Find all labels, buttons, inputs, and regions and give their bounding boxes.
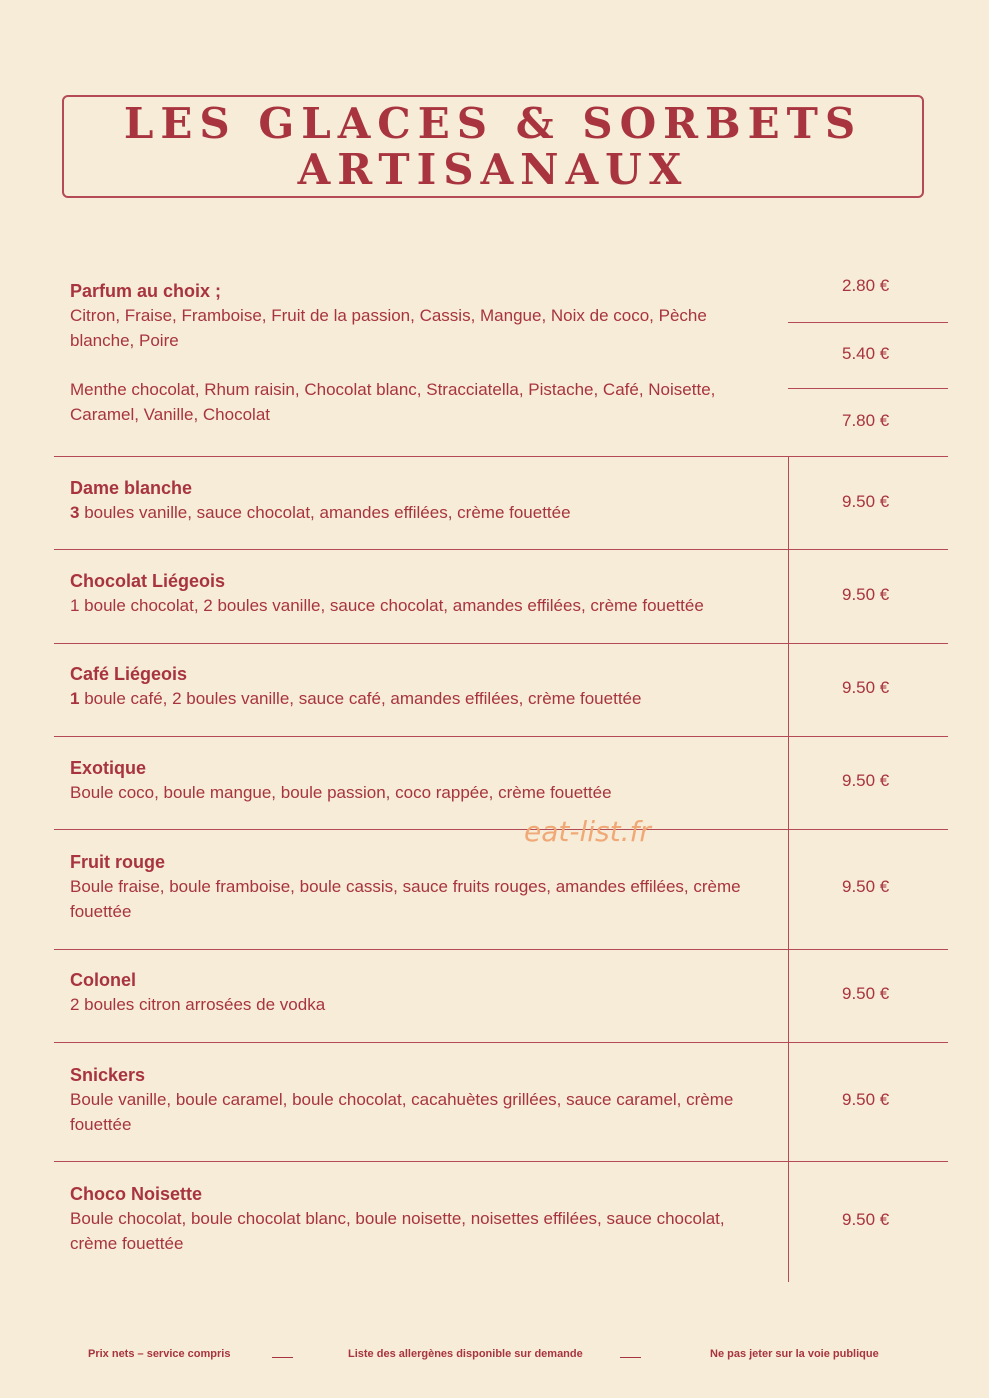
footer-separator [620, 1357, 641, 1358]
item-title: Colonel [70, 970, 136, 990]
item-price: 9.50 € [842, 1090, 890, 1109]
footer-center-note: Liste des allergènes disponible sur demande [348, 1348, 583, 1360]
price-column-divider [788, 456, 789, 1282]
item-price: 9.50 € [842, 877, 890, 896]
item-title: Snickers [70, 1065, 146, 1085]
menu-item-fruit-rouge [70, 850, 770, 924]
parfum-title: Parfum au choix ; [70, 281, 222, 301]
row-divider [54, 549, 948, 550]
row-divider [54, 456, 948, 457]
item-description [70, 1087, 770, 1137]
item-description [70, 874, 770, 924]
row-divider [54, 1161, 948, 1162]
item-description-text: Boule coco, boule mangue, boule passion, coco rappée, crème fouettée [70, 783, 612, 802]
item-title: Exotique [70, 758, 147, 778]
menu-item-cafe-liegeois [70, 662, 770, 711]
menu-item-dame-blanche [70, 476, 770, 525]
row-divider [54, 949, 948, 950]
parfum-section [70, 279, 770, 427]
item-description-text: Boule vanille, boule caramel, boule chocolat, cacahuètes grillées, sauce caramel, crème fouettée [70, 1090, 734, 1134]
menu-title-line-1: LES GLACES & SORBETS [123, 98, 863, 148]
item-description-text: Boule fraise, boule framboise, boule cassis, sauce fruits rouges, amandes effilées, crème fouettée [70, 877, 741, 921]
menu-item-chocolat-liegeois [70, 569, 770, 618]
footer-right-note: Ne pas jeter sur la voie publique [710, 1348, 879, 1360]
menu-item-colonel [70, 968, 770, 1017]
row-divider [54, 1042, 948, 1043]
item-description-text: Boule chocolat, boule chocolat blanc, boule noisette, noisettes effilées, sauce chocolat, crème fouettée [70, 1209, 725, 1253]
item-title: Dame blanche [70, 478, 193, 498]
menu-item-choco-noisette [70, 1182, 770, 1256]
menu-item-exotique [70, 756, 770, 805]
item-description [70, 992, 770, 1017]
item-price: 9.50 € [842, 678, 890, 697]
parfum-price-1: 2.80 € [842, 276, 890, 295]
parfum-price-2: 5.40 € [842, 344, 890, 363]
item-title: Choco Noisette [70, 1184, 203, 1204]
item-description [70, 1206, 770, 1256]
item-description [70, 593, 770, 618]
item-price: 9.50 € [842, 492, 890, 511]
parfum-group-2: Menthe chocolat, Rhum raisin, Chocolat blanc, Stracciatella, Pistache, Café, Noisette, Caramel, Vanille, Chocolat [70, 380, 716, 424]
parfum-price-divider [788, 322, 948, 323]
footer-left-note: Prix nets – service compris [88, 1348, 231, 1360]
item-description [70, 686, 770, 711]
parfum-group-1: Citron, Fraise, Framboise, Fruit de la passion, Cassis, Mangue, Noix de coco, Pèche blanche, Poire [70, 306, 707, 350]
item-price: 9.50 € [842, 771, 890, 790]
item-price: 9.50 € [842, 984, 890, 1003]
row-divider [54, 829, 948, 830]
item-description [70, 780, 770, 805]
parfum-price-3: 7.80 € [842, 411, 890, 430]
item-description-text: 1 boule chocolat, 2 boules vanille, sauce chocolat, amandes effilées, crème fouettée [70, 596, 704, 615]
item-price: 9.50 € [842, 1210, 890, 1229]
item-description [70, 500, 770, 525]
item-description-lead: 3 [70, 503, 80, 522]
item-description-text: boule café, 2 boules vanille, sauce café, amandes effilées, crème fouettée [79, 689, 642, 708]
item-title: Chocolat Liégeois [70, 571, 226, 591]
row-divider [54, 736, 948, 737]
item-price: 9.50 € [842, 585, 890, 604]
item-description-text: boules vanille, sauce chocolat, amandes effilées, crème fouettée [79, 503, 571, 522]
parfum-price-divider [788, 388, 948, 389]
item-title: Café Liégeois [70, 664, 188, 684]
menu-title-box [62, 95, 924, 198]
footer-separator [272, 1357, 293, 1358]
row-divider [54, 643, 948, 644]
item-title: Fruit rouge [70, 852, 165, 872]
item-description-text: 2 boules citron arrosées de vodka [70, 995, 326, 1014]
item-description-lead: 1 [70, 689, 80, 708]
watermark: eat-list.fr [524, 815, 651, 848]
menu-item-snickers [70, 1063, 770, 1137]
menu-title-line-2: ARTISANAUX [297, 144, 689, 194]
